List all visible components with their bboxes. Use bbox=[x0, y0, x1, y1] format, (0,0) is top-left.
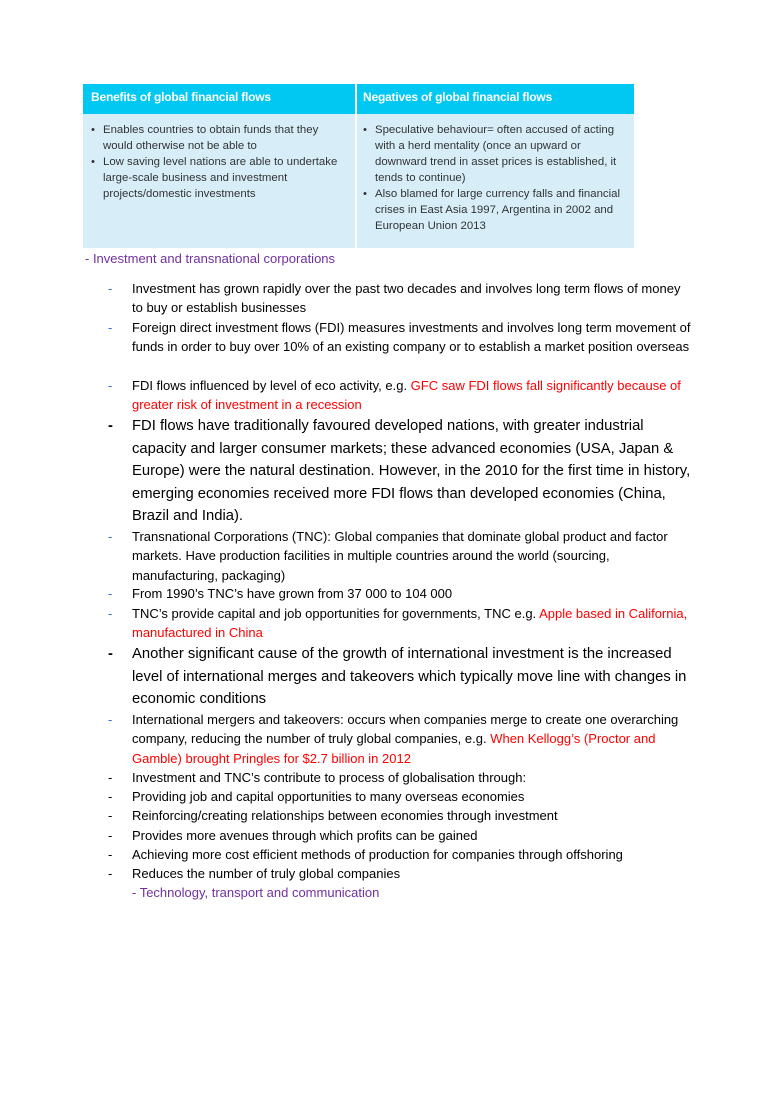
list-item bbox=[108, 643, 692, 711]
benefit-text: Enables countries to obtain funds that they would otherwise not be able to bbox=[103, 124, 319, 152]
dash-bullet: - bbox=[108, 828, 113, 843]
list-item bbox=[108, 787, 692, 806]
list-item-text bbox=[132, 376, 692, 415]
negative-text: Also blamed for large currency falls and financial crises in East Asia 1997, Argentina in 2002 and European Union 2013 bbox=[375, 188, 621, 232]
list-item-text: Another significant cause of the growth of international investment is the increased level of international merges and takeovers which typically move line with changes in economic conditions bbox=[132, 646, 687, 708]
list-item-text: Reinforcing/creating relationships between economies through investment bbox=[132, 808, 558, 823]
list-item bbox=[108, 376, 692, 415]
dash-bullet: - bbox=[108, 378, 113, 393]
dash-bullet: - bbox=[108, 320, 113, 335]
bullet-icon: • bbox=[91, 124, 95, 136]
table-bullet-item bbox=[87, 154, 349, 202]
list-item bbox=[108, 604, 692, 643]
list-item bbox=[108, 826, 692, 845]
list-item-example-red: GFC saw FDI flows fall significantly because of greater risk of investment in a recession bbox=[132, 378, 681, 413]
list-item bbox=[108, 710, 692, 768]
list-item-text: Transnational Corporations (TNC): Global companies that dominate global product and factor markets. Have production facilities in multiple countries around the world (sourcing, manufacturing, packaging) bbox=[132, 529, 668, 583]
list-item-text-black: TNC’s provide capital and job opportunities for governments, TNC e.g. bbox=[132, 606, 540, 621]
dash-bullet: - bbox=[108, 847, 113, 862]
dash-bullet: - bbox=[108, 529, 113, 544]
list-item bbox=[108, 279, 692, 318]
list-item-text: Investment and TNC’s contribute to process of globalisation through: bbox=[132, 770, 527, 785]
financial-flows-table-image bbox=[83, 84, 634, 248]
list-item-text bbox=[132, 604, 692, 643]
list-item-text: Provides more avenues through which profits can be gained bbox=[132, 828, 478, 843]
dash-bullet: - bbox=[108, 770, 113, 785]
dash-bullet: - bbox=[108, 712, 113, 727]
list-item bbox=[108, 806, 692, 825]
bullet-icon: • bbox=[363, 124, 367, 136]
section-heading-technology: - Technology, transport and communication bbox=[132, 885, 380, 900]
table-column-divider bbox=[355, 84, 357, 248]
list-item-text-black: FDI flows influenced by level of eco activity, e.g. bbox=[132, 378, 411, 393]
table-bullet-item bbox=[359, 122, 629, 186]
bullet-icon: • bbox=[363, 188, 367, 200]
list-item bbox=[108, 864, 692, 883]
list-item-text-black: International mergers and takeovers: occurs when companies merge to create one overarching company, reducing the number of truly global companies, e.g. bbox=[132, 712, 679, 747]
section-heading-investment: - Investment and transnational corporations bbox=[85, 251, 336, 266]
list-item-text: FDI flows have traditionally favoured developed nations, with greater industrial capacity and larger consumer markets; these advanced economies (USA, Japan & Europe) were the natural destination. However, in the 2010 for the first time in history, emerging economies received more FDI flows than developed economies (China, Brazil and India). bbox=[132, 418, 691, 525]
table-header-benefits: Benefits of global financial flows bbox=[91, 90, 271, 104]
dash-bullet: - bbox=[108, 606, 113, 621]
dash-bullet: - bbox=[108, 808, 113, 823]
table-bullet-item bbox=[359, 186, 629, 234]
negative-text: Speculative behaviour= often accused of acting with a herd mentality (once an upward or downward trend in asset prices is established, it tends to continue) bbox=[375, 124, 617, 184]
benefits-column bbox=[87, 122, 349, 202]
list-item bbox=[108, 415, 692, 528]
table-header-row bbox=[83, 84, 634, 114]
list-item bbox=[108, 584, 692, 603]
dash-bullet: - bbox=[108, 789, 113, 804]
negatives-column bbox=[359, 122, 629, 234]
list-item bbox=[108, 318, 692, 357]
table-bullet-item bbox=[87, 122, 349, 154]
list-item-text: Reduces the number of truly global companies bbox=[132, 866, 401, 881]
dash-bullet: - bbox=[108, 586, 113, 601]
bullet-icon: • bbox=[91, 156, 95, 168]
table-header-negatives: Negatives of global financial flows bbox=[363, 90, 553, 104]
list-item bbox=[108, 768, 692, 787]
list-item-text: Investment has grown rapidly over the past two decades and involves long term flows of money to buy or establish businesses bbox=[132, 281, 681, 316]
benefit-text: Low saving level nations are able to undertake large-scale business and investment projects/domestic investments bbox=[103, 156, 338, 200]
dash-bullet: - bbox=[108, 418, 113, 434]
dash-bullet: - bbox=[108, 281, 113, 296]
list-item-text bbox=[132, 710, 692, 768]
list-item-example-red: When Kellogg’s (Proctor and Gamble) brought Pringles for $2.7 billion in 2012 bbox=[132, 731, 656, 766]
dash-bullet: - bbox=[108, 646, 113, 662]
list-item-example-red: Apple based in California, manufactured in China bbox=[132, 606, 688, 641]
dash-bullet: - bbox=[108, 866, 113, 881]
list-item-text: From 1990’s TNC’s have grown from 37 000 to 104 000 bbox=[132, 586, 453, 601]
list-item-text: Foreign direct investment flows (FDI) measures investments and involves long term movement of funds in order to buy over 10% of an existing company or to establish a market position overseas bbox=[132, 320, 691, 355]
list-item-text: Providing job and capital opportunities to many overseas economies bbox=[132, 789, 525, 804]
list-item-text: Achieving more cost efficient methods of production for companies through offshoring bbox=[132, 847, 623, 862]
list-item bbox=[108, 527, 692, 585]
list-item bbox=[108, 845, 692, 864]
